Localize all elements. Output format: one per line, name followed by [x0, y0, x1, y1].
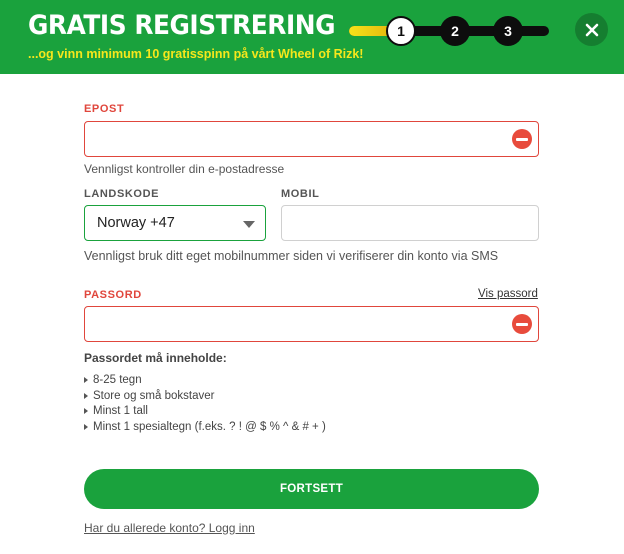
- password-error-icon: [512, 314, 532, 334]
- requirement-item: Store og små bokstaver: [84, 389, 326, 405]
- promo-subtitle: ...og vinn minimum 10 gratisspinn på vårt Wheel of Rizk!: [28, 47, 364, 61]
- show-password-link[interactable]: Vis passord: [478, 288, 538, 300]
- email-hint: Vennligst kontroller din e-postadresse: [84, 162, 285, 176]
- requirement-item: 8-25 tegn: [84, 373, 326, 389]
- registration-header: [0, 0, 624, 74]
- dropdown-arrow-icon: [243, 221, 255, 228]
- page-title: GRATIS REGISTRERING: [28, 10, 336, 41]
- mobile-field[interactable]: [281, 205, 539, 241]
- mobile-hint: Vennligst bruk ditt eget mobilnummer siden vi verifiserer din konto via SMS: [84, 249, 499, 263]
- login-link[interactable]: Har du allerede konto? Logg inn: [84, 521, 255, 535]
- requirement-item: Minst 1 spesialtegn (f.eks. ? ! @ $ % ^ & # + ): [84, 420, 326, 436]
- email-field[interactable]: [84, 121, 539, 157]
- step-2-indicator: 2: [440, 16, 470, 46]
- password-requirements-list: [84, 373, 326, 435]
- bullet-triangle-icon: [84, 393, 88, 399]
- password-label: PASSORD: [84, 289, 142, 301]
- requirement-item: Minst 1 tall: [84, 404, 326, 420]
- step-3-indicator: 3: [493, 16, 523, 46]
- bullet-triangle-icon: [84, 408, 88, 414]
- close-icon: [585, 23, 599, 37]
- country-code-select[interactable]: [84, 205, 266, 241]
- step-progress: [349, 16, 571, 46]
- bullet-triangle-icon: [84, 377, 88, 383]
- password-field[interactable]: [84, 306, 539, 342]
- bullet-triangle-icon: [84, 424, 88, 430]
- password-requirements-title: Passordet må inneholde:: [84, 351, 227, 365]
- email-label: EPOST: [84, 103, 125, 115]
- continue-button[interactable]: FORTSETT: [84, 469, 539, 509]
- mobile-label: MOBIL: [281, 188, 320, 200]
- email-error-icon: [512, 129, 532, 149]
- step-1-indicator: 1: [386, 16, 416, 46]
- country-code-label: LANDSKODE: [84, 188, 160, 200]
- country-code-value: Norway +47: [97, 215, 175, 231]
- close-button[interactable]: [575, 13, 608, 46]
